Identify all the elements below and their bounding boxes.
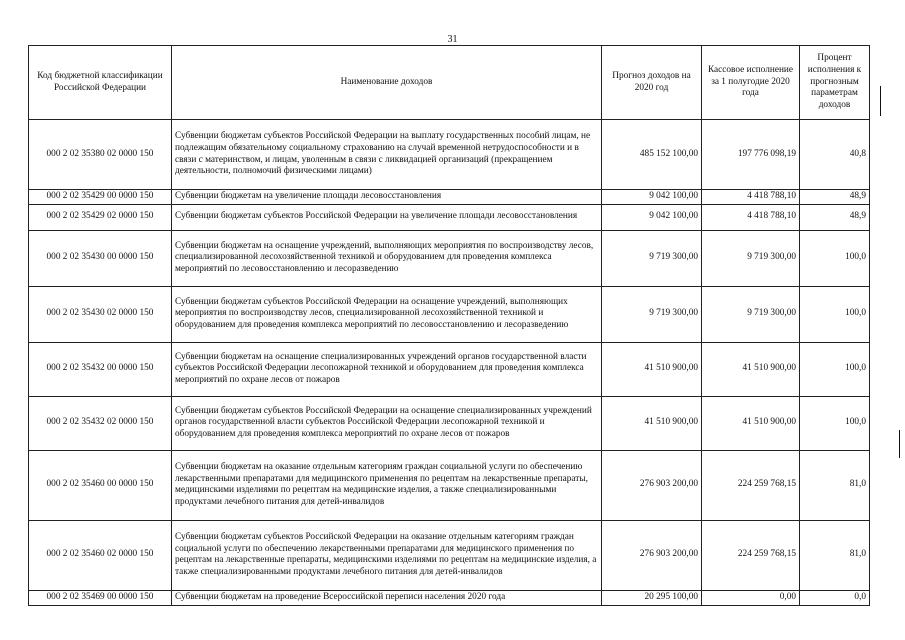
row-executed: 4 418 788,10 — [702, 204, 800, 230]
row-percent: 100,0 — [800, 286, 870, 342]
table-row — [29, 230, 870, 286]
row-executed: 9 719 300,00 — [702, 286, 800, 342]
row-executed: 224 259 768,15 — [702, 450, 800, 520]
table-row — [29, 450, 870, 520]
row-code: 000 2 02 35430 02 0000 150 — [29, 286, 172, 342]
row-percent: 81,0 — [800, 450, 870, 520]
row-percent: 100,0 — [800, 396, 870, 450]
row-name: Субвенции бюджетам на оказание отдельным категориям граждан социальной услуги по обеспечению лекарственными препаратами для медицинского применения по рецептам на лекарственные препараты, медицинскими изделиями по рецептам на медицинские изделия, а также специализированными продуктами лечебного питания для детей-инвалидов — [172, 450, 602, 520]
row-code: 000 2 02 35469 00 0000 150 — [29, 590, 172, 605]
table-row — [29, 120, 870, 190]
row-executed: 224 259 768,15 — [702, 520, 800, 590]
row-percent: 100,0 — [800, 342, 870, 396]
row-name: Субвенции бюджетам на оснащение специализированных учреждений органов государственной власти субъектов Российской Федерации лесопожарной техникой и оборудованием для проведения комплекса мероприятий по охране лесов от пожаров — [172, 342, 602, 396]
row-executed: 197 776 098,19 — [702, 120, 800, 190]
row-code: 000 2 02 35429 02 0000 150 — [29, 204, 172, 230]
header-executed: Кассовое исполнение за 1 полугодие 2020 года — [702, 46, 800, 120]
row-forecast: 9 042 100,00 — [602, 204, 702, 230]
row-executed: 9 719 300,00 — [702, 230, 800, 286]
row-percent: 48,9 — [800, 190, 870, 205]
header-name: Наименование доходов — [172, 46, 602, 120]
row-percent: 40,8 — [800, 120, 870, 190]
row-forecast: 41 510 900,00 — [602, 396, 702, 450]
row-name: Субвенции бюджетам на проведение Всероссийской переписи населения 2020 года — [172, 590, 602, 605]
scan-edge-mark — [880, 86, 881, 116]
row-code: 000 2 02 35430 00 0000 150 — [29, 230, 172, 286]
row-percent: 48,9 — [800, 204, 870, 230]
page-number: 31 — [447, 34, 458, 45]
row-code: 000 2 02 35432 00 0000 150 — [29, 342, 172, 396]
table-row — [29, 286, 870, 342]
scan-edge-mark — [899, 430, 900, 458]
table-row — [29, 190, 870, 205]
row-percent: 0,0 — [800, 590, 870, 605]
row-code: 000 2 02 35432 02 0000 150 — [29, 396, 172, 450]
row-percent: 100,0 — [800, 230, 870, 286]
row-forecast: 20 295 100,00 — [602, 590, 702, 605]
row-forecast: 9 719 300,00 — [602, 286, 702, 342]
row-name: Субвенции бюджетам субъектов Российской Федерации на оснащение специализированных учреждений органов государственной власти субъектов Российской Федерации лесопожарной техникой и оборудованием для проведения комплекса мероприятий по охране лесов от пожаров — [172, 396, 602, 450]
row-name: Субвенции бюджетам на увеличение площади лесовосстановления — [172, 190, 602, 205]
revenue-table — [28, 45, 870, 606]
row-code: 000 2 02 35429 00 0000 150 — [29, 190, 172, 205]
row-executed: 0,00 — [702, 590, 800, 605]
row-code: 000 2 02 35460 00 0000 150 — [29, 450, 172, 520]
row-executed: 41 510 900,00 — [702, 396, 800, 450]
row-name: Субвенции бюджетам на оснащение учреждений, выполняющих мероприятия по воспроизводству лесов, специализированной лесохозяйственной техникой и оборудованием для проведения комплекса мероприятий по лесовосстановлению и лесоразведению — [172, 230, 602, 286]
row-code: 000 2 02 35460 02 0000 150 — [29, 520, 172, 590]
row-executed: 4 418 788,10 — [702, 190, 800, 205]
row-forecast: 276 903 200,00 — [602, 520, 702, 590]
row-forecast: 276 903 200,00 — [602, 450, 702, 520]
row-name: Субвенции бюджетам субъектов Российской Федерации на увеличение площади лесовосстановления — [172, 204, 602, 230]
table-row — [29, 342, 870, 396]
header-percent: Процент исполнения к прогнозным параметрам доходов — [800, 46, 870, 120]
row-forecast: 485 152 100,00 — [602, 120, 702, 190]
row-code: 000 2 02 35380 02 0000 150 — [29, 120, 172, 190]
header-forecast: Прогноз доходов на 2020 год — [602, 46, 702, 120]
row-name: Субвенции бюджетам субъектов Российской Федерации на выплату государственных пособий лицам, не подлежащим обязательному социальному страхованию на случай временной нетрудоспособности и в связи с материнством, и лицам, уволенным в связи с ликвидацией организаций (прекращением деятельности, полномочий физическими лицами) — [172, 120, 602, 190]
header-code: Код бюджетной классификации Российской Федерации — [29, 46, 172, 120]
row-name: Субвенции бюджетам субъектов Российской Федерации на оснащение учреждений, выполняющих мероприятия по воспроизводству лесов, специализированной лесохозяйственной техникой и оборудованием для проведения комплекса мероприятий по лесовосстановлению и лесоразведению — [172, 286, 602, 342]
table-row — [29, 204, 870, 230]
table-row — [29, 590, 870, 605]
row-percent: 81,0 — [800, 520, 870, 590]
row-forecast: 9 719 300,00 — [602, 230, 702, 286]
table-header-row — [29, 46, 870, 120]
row-forecast: 9 042 100,00 — [602, 190, 702, 205]
row-executed: 41 510 900,00 — [702, 342, 800, 396]
table-row — [29, 396, 870, 450]
row-forecast: 41 510 900,00 — [602, 342, 702, 396]
row-name: Субвенции бюджетам субъектов Российской Федерации на оказание отдельным категориям граждан социальной услуги по обеспечению лекарственными препаратами для медицинского применения по рецептам на лекарственные препараты, медицинскими изделиями по рецептам на медицинские изделия, а также специализированными продуктами лечебного питания для детей-инвалидов — [172, 520, 602, 590]
table-row — [29, 520, 870, 590]
